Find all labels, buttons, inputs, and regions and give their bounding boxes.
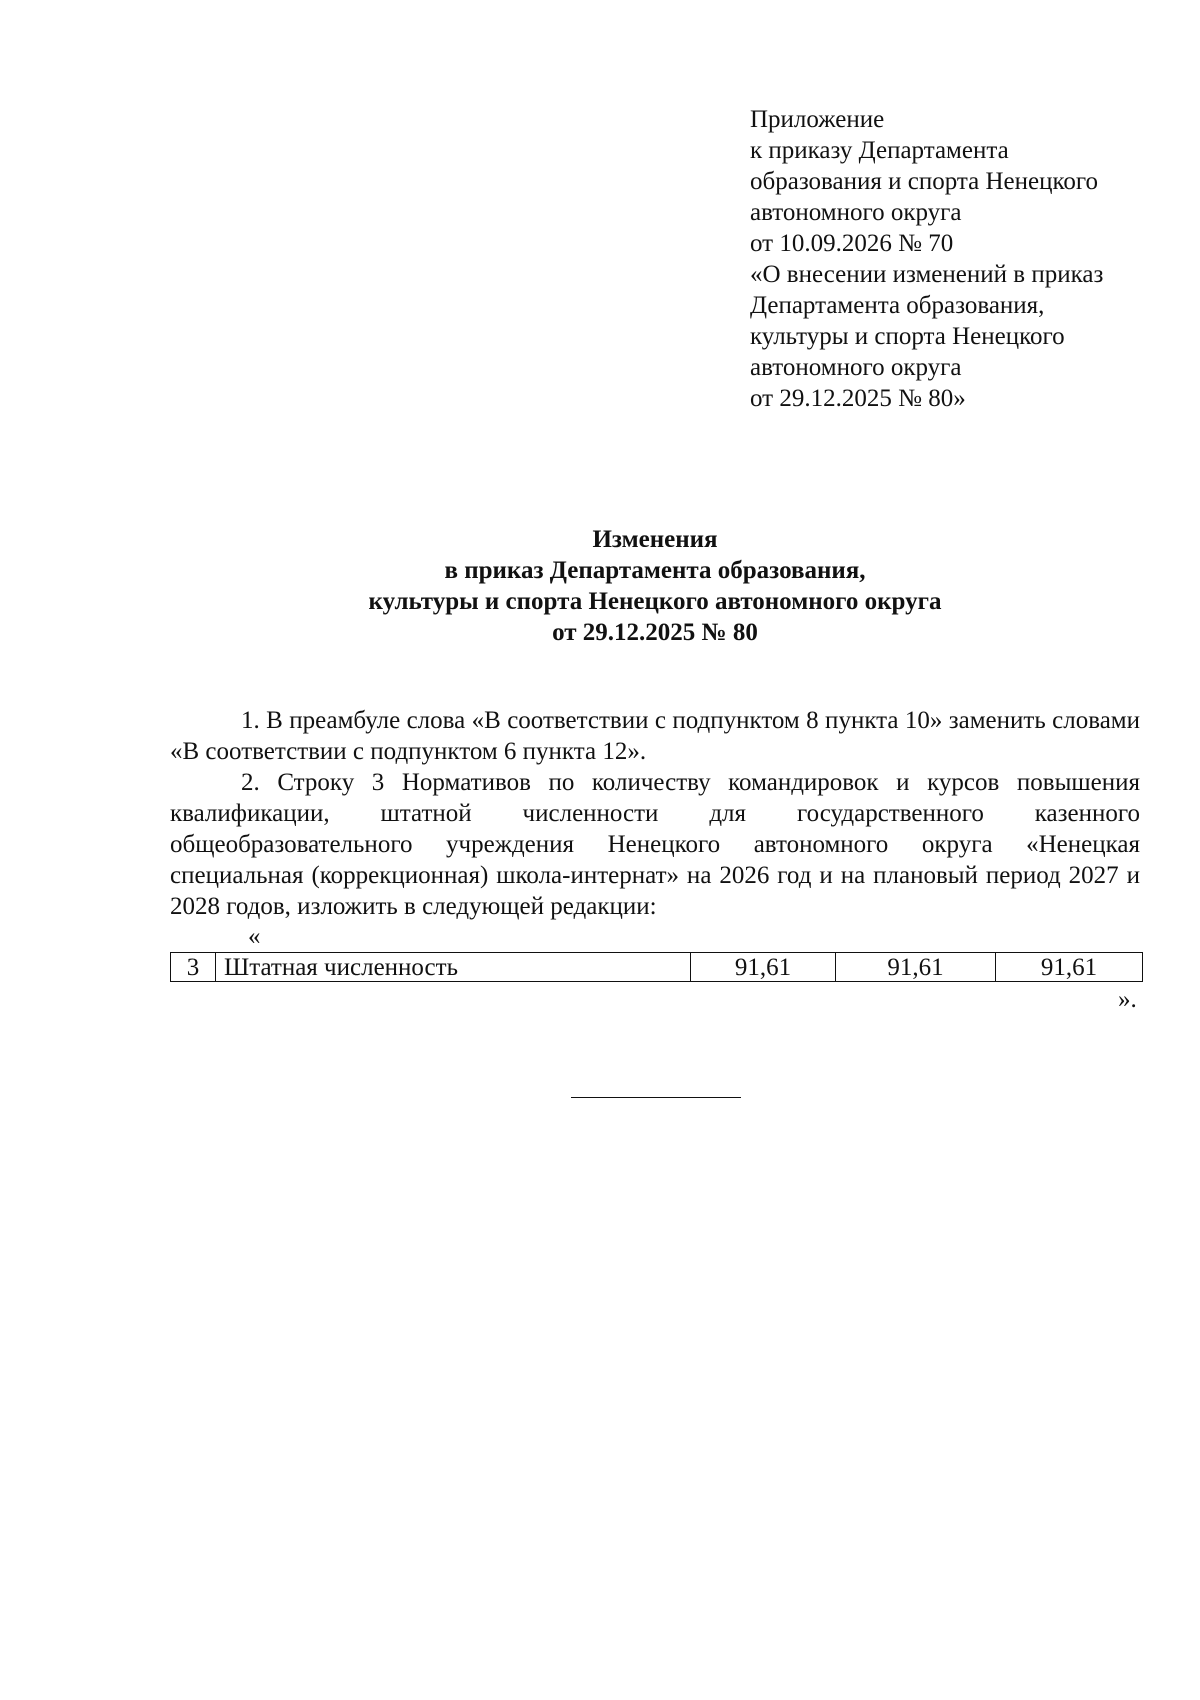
end-separator-line [571,1097,741,1098]
opening-quote: « [248,923,261,950]
table-row [171,953,1143,982]
appendix-line: «О внесении изменений в приказ [750,261,1104,288]
row-number-cell: 3 [171,953,216,982]
appendix-line: автономного округа [750,199,962,226]
document-body [170,705,1140,922]
appendix-line: к приказу Департамента [750,137,1009,164]
paragraph-1: 1. В преамбуле слова «В соответствии с подпунктом 8 пункта 10» заменить словами «В соответствии с подпунктом 6 пункта 12». [170,707,1140,765]
document-title [0,524,1200,648]
closing-quote: ». [1118,986,1137,1013]
appendix-line: Департамента образования, [750,292,1045,319]
value-cell-2026: 91,61 [691,953,836,982]
paragraph-2: 2. Строку 3 Нормативов по количеству командировок и курсов повышения квалификации, штатной численности для государственного казенного общеобразовательного учреждения Ненецкого автономного округа «Ненецкая специальная (коррекционная) школа-интернат» на 2026 год и на плановый период 2027 и 2028 годов, изложить в следующей редакции: [170,769,1140,920]
appendix-line: культуры и спорта Ненецкого [750,323,1065,350]
value-cell-2028: 91,61 [996,953,1143,982]
amendment-table [170,952,1143,982]
appendix-line: образования и спорта Ненецкого [750,168,1098,195]
appendix-line: Приложение [750,106,885,133]
appendix-header [750,104,1170,414]
title-line: культуры и спорта Ненецкого автономного округа [368,588,942,615]
title-line: в приказ Департамента образования, [444,557,866,584]
appendix-line: от 10.09.2026 № 70 [750,230,954,257]
appendix-line: автономного округа [750,354,962,381]
value-cell-2027: 91,61 [836,953,996,982]
title-line: от 29.12.2025 № 80 [552,619,758,646]
row-name-cell: Штатная численность [216,953,691,982]
appendix-line: от 29.12.2025 № 80» [750,385,966,412]
title-line: Изменения [592,526,718,553]
